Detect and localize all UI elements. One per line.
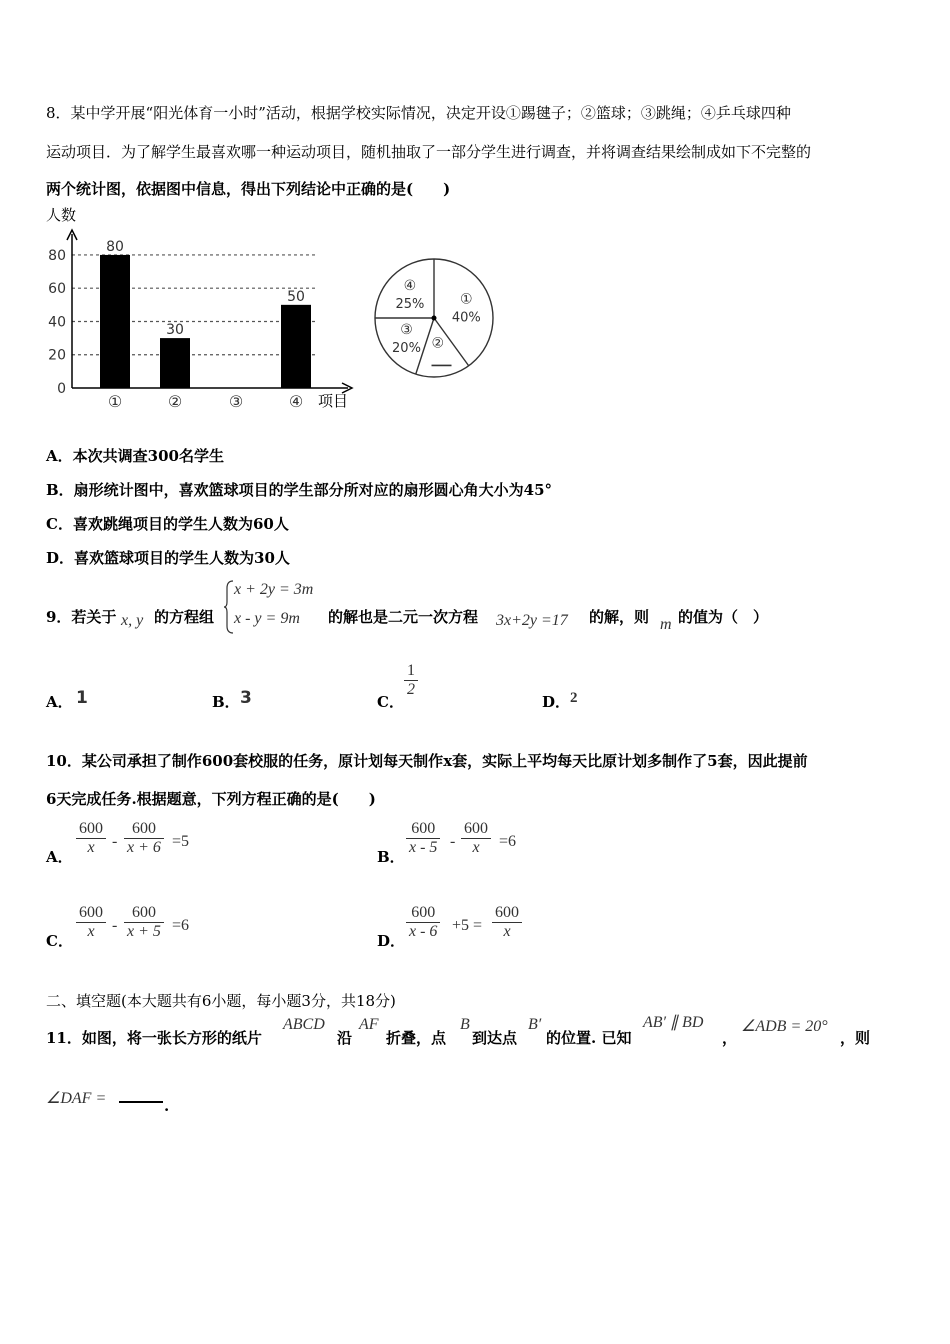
q10-c-frac2: $\frac{600}{x + 5}$	[124, 904, 164, 941]
section-title: 二、填空题(本大题共有6小题，每小题3分，共18分)	[46, 992, 396, 1010]
q10-c-rhs: =6	[172, 917, 190, 934]
q11-parallel: AB′ ∥ BD	[643, 1014, 704, 1031]
x-tick-label: ③	[228, 392, 244, 411]
q10-line2: 6天完成任务.根据题意，下列方程正确的是( )	[46, 790, 376, 808]
q11-t6: ，则	[840, 1029, 871, 1047]
q9-option-a-value: 1	[76, 688, 88, 708]
q8-option-b: B．扇形统计图中，喜欢篮球项目的学生部分所对应的扇形圆心角大小为45°	[46, 481, 553, 499]
q11-b: B	[460, 1016, 470, 1033]
bar-1	[100, 255, 130, 388]
x-tick-label: ①	[107, 392, 123, 411]
q9-system-eq1: x + 2y = 3m	[234, 581, 314, 598]
x-tick-label: ④	[288, 392, 304, 411]
bar-data-label: 80	[106, 238, 124, 255]
q11-t4: 的位置. 已知	[546, 1029, 632, 1047]
q9-mid: 的方程组	[154, 608, 215, 626]
q11-angle: ∠ADB = 20°	[741, 1018, 828, 1035]
pie-slice-label: ③	[400, 321, 413, 338]
bar-chart	[40, 200, 370, 418]
q10-a-frac2: $\frac{600}{x + 6}$	[124, 820, 164, 857]
q10-option-c-label: C．	[46, 932, 73, 950]
q11-af: AF	[359, 1016, 379, 1033]
y-tick-label: 40	[48, 314, 66, 331]
q9-var-m: m	[660, 616, 672, 633]
q10-a-frac1: $\frac{600}{x}$	[76, 820, 106, 857]
bar-data-label: 50	[287, 288, 305, 305]
q9-suffix: 的值为（ ）	[678, 608, 769, 626]
q9-option-b-value: 3	[240, 688, 252, 708]
pie-slice-value: 25%	[395, 296, 425, 312]
q10-d-frac1: $\frac{600}{x - 6}$	[406, 904, 440, 941]
q10-b-rhs: =6	[499, 833, 517, 850]
q9-option-d-label: D．	[542, 693, 571, 711]
q10-option-d-label: D．	[377, 932, 406, 950]
pie-slice-value: 40%	[451, 310, 481, 326]
q8-option-a: A．本次共调查300名学生	[46, 447, 224, 465]
q9-vars: x, y	[121, 612, 144, 629]
y-tick-label: 80	[48, 247, 66, 264]
q9-mid2: 的解也是二元一次方程	[328, 608, 479, 626]
q10-a-op: -	[112, 833, 118, 850]
q11-answer-prefix: ∠DAF =	[46, 1090, 107, 1107]
q9-option-c-label: C．	[377, 693, 404, 711]
q11-b-prime: B′	[528, 1016, 542, 1033]
pie-slice-label: ①	[460, 291, 473, 308]
q10-b-frac2: $\frac{600}{x}$	[461, 820, 491, 857]
q8-line3: 两个统计图，依据图中信息，得出下列结论中正确的是( )	[46, 180, 451, 198]
x-axis-label: 项目	[318, 392, 349, 410]
q8-option-c: C．喜欢跳绳项目的学生人数为60人	[46, 515, 289, 533]
x-tick-label: ②	[167, 392, 183, 411]
q11-t5: ，	[722, 1029, 738, 1047]
q9-option-b-label: B．	[212, 693, 240, 711]
bar-chart-ylabel: 人数	[46, 206, 77, 224]
q9-option-c-fraction: $\frac{1}{2}$	[404, 662, 418, 699]
pie-slice-value: 20%	[392, 340, 421, 356]
q11-answer-blank[interactable]	[119, 1101, 163, 1103]
q8-line2: 运动项目．为了解学生最喜欢哪一种运动项目，随机抽取了一部分学生进行调查，并将调查结果绘制成如下不完整的	[46, 143, 812, 161]
y-tick-label: 60	[48, 281, 66, 298]
q8-line1: 8．某中学开展“阳光体育一小时”活动，根据学校实际情况，决定开设①踢毽子；②篮球；③跳绳；④乒乓球四种	[46, 104, 791, 122]
q9-equation: 3x+2y =17	[496, 612, 568, 629]
q10-b-op: -	[450, 833, 456, 850]
q10-line1: 10．某公司承担了制作600套校服的任务，原计划每天制作x套，实际上平均每天比原计划多制作了5套，因此提前	[46, 752, 808, 770]
q9-brace	[224, 580, 234, 634]
q10-b-frac1: $\frac{600}{x - 5}$	[406, 820, 440, 857]
q10-d-frac2: $\frac{600}{x}$	[492, 904, 522, 941]
bar-data-label: 30	[166, 322, 184, 339]
q10-a-rhs: =5	[172, 833, 190, 850]
q10-option-a-label: A．	[46, 848, 73, 866]
q8-option-d: D．喜欢篮球项目的学生人数为30人	[46, 549, 290, 567]
q11-answer-suffix: .	[164, 1097, 170, 1115]
q11-t3: 到达点	[472, 1029, 518, 1047]
q9-mid3: 的解，则	[589, 608, 650, 626]
q9-system-eq2: x - y = 9m	[234, 610, 300, 627]
pie-slice-label: ②	[431, 335, 445, 352]
pie-chart	[368, 252, 503, 382]
pie-slice-label: ④	[403, 277, 417, 294]
y-tick-label: 20	[48, 347, 66, 364]
bar-2	[160, 338, 190, 388]
pie-center-dot	[432, 316, 437, 321]
bar-4	[281, 305, 311, 388]
q10-c-frac1: $\frac{600}{x}$	[76, 904, 106, 941]
y-tick-label: 0	[57, 381, 66, 397]
q11-prefix: 11．如图，将一张长方形的纸片	[46, 1029, 262, 1047]
q9-option-a-label: A．	[46, 693, 73, 711]
q9-prefix: 9．若关于	[46, 608, 117, 626]
q10-d-op: +5 =	[452, 917, 483, 934]
q10-option-b-label: B．	[377, 848, 405, 866]
q11-t2: 折叠，点	[386, 1029, 447, 1047]
q10-c-op: -	[112, 917, 118, 934]
q9-option-d-value: 2	[570, 690, 578, 706]
q11-t1: 沿	[337, 1029, 353, 1047]
q11-abcd: ABCD	[283, 1016, 325, 1033]
